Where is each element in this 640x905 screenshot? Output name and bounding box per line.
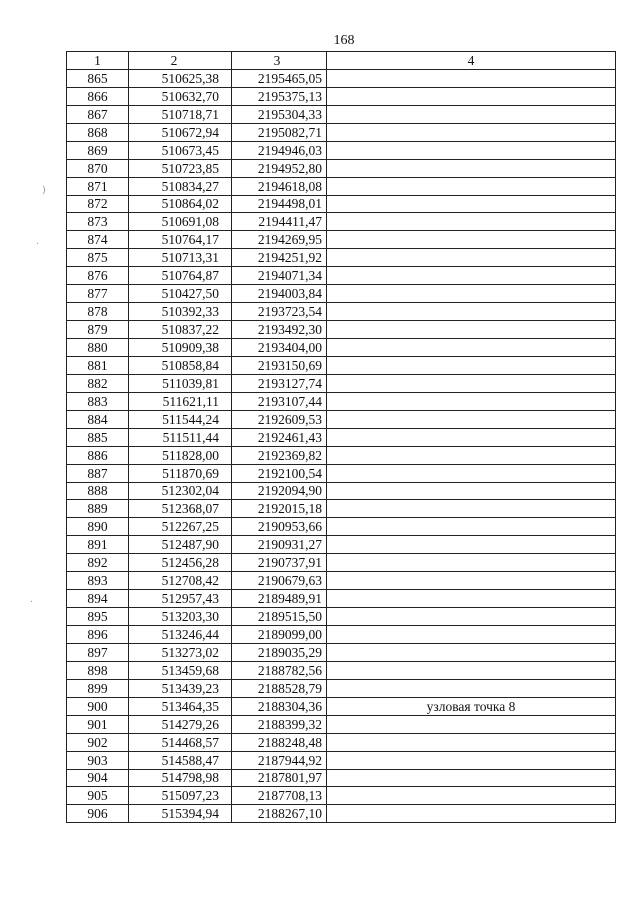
- cell-x-coordinate: 514588,47: [129, 751, 232, 769]
- table-row: [67, 769, 616, 787]
- cell-note: [327, 482, 616, 500]
- cell-note: [327, 87, 616, 105]
- cell-note: [327, 787, 616, 805]
- cell-note: [327, 410, 616, 428]
- cell-point-number: 872: [67, 195, 129, 213]
- cell-point-number: 905: [67, 787, 129, 805]
- cell-point-number: 892: [67, 554, 129, 572]
- cell-y-coordinate: 2192609,53: [232, 410, 327, 428]
- cell-point-number: 876: [67, 267, 129, 285]
- cell-point-number: 889: [67, 500, 129, 518]
- cell-point-number: 882: [67, 374, 129, 392]
- cell-note: [327, 500, 616, 518]
- cell-note: [327, 715, 616, 733]
- cell-x-coordinate: 510625,38: [129, 69, 232, 87]
- cell-x-coordinate: 513246,44: [129, 626, 232, 644]
- table-row: [67, 518, 616, 536]
- table-row: [67, 626, 616, 644]
- cell-y-coordinate: 2194269,95: [232, 231, 327, 249]
- cell-note: [327, 572, 616, 590]
- cell-note: [327, 626, 616, 644]
- cell-y-coordinate: 2193492,30: [232, 321, 327, 339]
- cell-note: [327, 751, 616, 769]
- cell-x-coordinate: 513273,02: [129, 643, 232, 661]
- cell-note: [327, 679, 616, 697]
- table-row: [67, 805, 616, 823]
- cell-note: [327, 392, 616, 410]
- cell-x-coordinate: 510723,85: [129, 159, 232, 177]
- cell-y-coordinate: 2192094,90: [232, 482, 327, 500]
- cell-note: [327, 213, 616, 231]
- cell-x-coordinate: 510718,71: [129, 105, 232, 123]
- cell-x-coordinate: 510632,70: [129, 87, 232, 105]
- cell-point-number: 867: [67, 105, 129, 123]
- cell-note: [327, 285, 616, 303]
- cell-y-coordinate: 2188267,10: [232, 805, 327, 823]
- cell-x-coordinate: 510858,84: [129, 356, 232, 374]
- column-header-1: 1: [67, 52, 129, 70]
- table-row: [67, 428, 616, 446]
- cell-note: [327, 464, 616, 482]
- cell-x-coordinate: 515394,94: [129, 805, 232, 823]
- cell-note: [327, 123, 616, 141]
- table-row: [67, 285, 616, 303]
- cell-x-coordinate: 511511,44: [129, 428, 232, 446]
- table-header: [67, 52, 616, 70]
- cell-y-coordinate: 2189515,50: [232, 608, 327, 626]
- cell-x-coordinate: 513203,30: [129, 608, 232, 626]
- cell-point-number: 874: [67, 231, 129, 249]
- cell-y-coordinate: 2189035,29: [232, 643, 327, 661]
- header-row: [67, 52, 616, 70]
- cell-note: [327, 374, 616, 392]
- cell-y-coordinate: 2194946,03: [232, 141, 327, 159]
- cell-y-coordinate: 2194618,08: [232, 177, 327, 195]
- table-row: [67, 105, 616, 123]
- cell-y-coordinate: 2188304,36: [232, 697, 327, 715]
- cell-x-coordinate: 511544,24: [129, 410, 232, 428]
- scan-speck: ·: [36, 239, 40, 250]
- cell-point-number: 896: [67, 626, 129, 644]
- cell-note: [327, 303, 616, 321]
- table-row: [67, 500, 616, 518]
- cell-point-number: 894: [67, 590, 129, 608]
- cell-y-coordinate: 2189489,91: [232, 590, 327, 608]
- table-row: [67, 267, 616, 285]
- cell-point-number: 888: [67, 482, 129, 500]
- table-row: [67, 715, 616, 733]
- cell-point-number: 891: [67, 536, 129, 554]
- cell-note: [327, 356, 616, 374]
- cell-note: [327, 608, 616, 626]
- cell-y-coordinate: 2190679,63: [232, 572, 327, 590]
- cell-note: [327, 536, 616, 554]
- cell-y-coordinate: 2193127,74: [232, 374, 327, 392]
- cell-x-coordinate: 512487,90: [129, 536, 232, 554]
- cell-y-coordinate: 2187944,92: [232, 751, 327, 769]
- table-row: [67, 643, 616, 661]
- cell-note: [327, 69, 616, 87]
- cell-point-number: 875: [67, 249, 129, 267]
- cell-y-coordinate: 2194498,01: [232, 195, 327, 213]
- cell-x-coordinate: 510673,45: [129, 141, 232, 159]
- cell-note: [327, 141, 616, 159]
- cell-point-number: 879: [67, 321, 129, 339]
- cell-note: [327, 733, 616, 751]
- table-row: [67, 554, 616, 572]
- table-row: [67, 356, 616, 374]
- cell-x-coordinate: 510834,27: [129, 177, 232, 195]
- table-row: [67, 679, 616, 697]
- cell-point-number: 885: [67, 428, 129, 446]
- cell-y-coordinate: 2194411,47: [232, 213, 327, 231]
- cell-note: [327, 267, 616, 285]
- cell-y-coordinate: 2187801,97: [232, 769, 327, 787]
- cell-note: [327, 805, 616, 823]
- table-row: [67, 572, 616, 590]
- cell-y-coordinate: 2190931,27: [232, 536, 327, 554]
- table-row: [67, 177, 616, 195]
- cell-note: [327, 339, 616, 357]
- cell-x-coordinate: 512456,28: [129, 554, 232, 572]
- cell-x-coordinate: 510691,08: [129, 213, 232, 231]
- cell-y-coordinate: 2193107,44: [232, 392, 327, 410]
- table-row: [67, 339, 616, 357]
- cell-point-number: 878: [67, 303, 129, 321]
- table-row: [67, 446, 616, 464]
- table-body: [67, 69, 616, 822]
- cell-x-coordinate: 515097,23: [129, 787, 232, 805]
- cell-y-coordinate: 2190737,91: [232, 554, 327, 572]
- cell-x-coordinate: 510392,33: [129, 303, 232, 321]
- cell-x-coordinate: 510764,17: [129, 231, 232, 249]
- page-number: 168: [333, 33, 355, 48]
- table-row: [67, 249, 616, 267]
- table-row: [67, 590, 616, 608]
- cell-point-number: 884: [67, 410, 129, 428]
- cell-point-number: 903: [67, 751, 129, 769]
- table-row: [67, 87, 616, 105]
- cell-x-coordinate: 512302,04: [129, 482, 232, 500]
- cell-y-coordinate: 2188399,32: [232, 715, 327, 733]
- cell-note: [327, 661, 616, 679]
- cell-x-coordinate: 512957,43: [129, 590, 232, 608]
- cell-point-number: 871: [67, 177, 129, 195]
- cell-x-coordinate: 512708,42: [129, 572, 232, 590]
- table-row: [67, 482, 616, 500]
- cell-x-coordinate: 511870,69: [129, 464, 232, 482]
- cell-point-number: 887: [67, 464, 129, 482]
- cell-y-coordinate: 2194251,92: [232, 249, 327, 267]
- table-row: [67, 751, 616, 769]
- cell-note: [327, 428, 616, 446]
- cell-x-coordinate: 512267,25: [129, 518, 232, 536]
- cell-x-coordinate: 511828,00: [129, 446, 232, 464]
- coordinates-table: [66, 51, 616, 823]
- cell-point-number: 886: [67, 446, 129, 464]
- table-row: [67, 159, 616, 177]
- cell-x-coordinate: 510837,22: [129, 321, 232, 339]
- cell-y-coordinate: 2195375,13: [232, 87, 327, 105]
- cell-y-coordinate: 2188782,56: [232, 661, 327, 679]
- cell-point-number: 897: [67, 643, 129, 661]
- cell-y-coordinate: 2188528,79: [232, 679, 327, 697]
- cell-x-coordinate: 514468,57: [129, 733, 232, 751]
- table-row: [67, 69, 616, 87]
- cell-x-coordinate: 513459,68: [129, 661, 232, 679]
- table-row: [67, 195, 616, 213]
- cell-x-coordinate: 510713,31: [129, 249, 232, 267]
- cell-y-coordinate: 2192369,82: [232, 446, 327, 464]
- cell-point-number: 900: [67, 697, 129, 715]
- table-row: [67, 123, 616, 141]
- cell-y-coordinate: 2190953,66: [232, 518, 327, 536]
- cell-x-coordinate: 514798,98: [129, 769, 232, 787]
- cell-note: [327, 249, 616, 267]
- scan-speck: ): [42, 185, 46, 196]
- cell-x-coordinate: 514279,26: [129, 715, 232, 733]
- table-row: [67, 464, 616, 482]
- cell-y-coordinate: 2192461,43: [232, 428, 327, 446]
- table-row: [67, 392, 616, 410]
- cell-point-number: 866: [67, 87, 129, 105]
- cell-y-coordinate: 2194952,80: [232, 159, 327, 177]
- cell-point-number: 883: [67, 392, 129, 410]
- column-header-2: 2: [129, 52, 232, 70]
- cell-point-number: 901: [67, 715, 129, 733]
- cell-point-number: 868: [67, 123, 129, 141]
- cell-point-number: 902: [67, 733, 129, 751]
- cell-point-number: 870: [67, 159, 129, 177]
- table-row: [67, 697, 616, 715]
- cell-note: [327, 105, 616, 123]
- cell-point-number: 895: [67, 608, 129, 626]
- cell-y-coordinate: 2195082,71: [232, 123, 327, 141]
- cell-point-number: 906: [67, 805, 129, 823]
- table-row: [67, 787, 616, 805]
- cell-y-coordinate: 2192100,54: [232, 464, 327, 482]
- cell-note: [327, 643, 616, 661]
- cell-x-coordinate: 510672,94: [129, 123, 232, 141]
- cell-y-coordinate: 2194003,84: [232, 285, 327, 303]
- cell-note: [327, 769, 616, 787]
- cell-y-coordinate: 2188248,48: [232, 733, 327, 751]
- cell-point-number: 873: [67, 213, 129, 231]
- cell-y-coordinate: 2187708,13: [232, 787, 327, 805]
- cell-x-coordinate: 510764,87: [129, 267, 232, 285]
- table-row: [67, 536, 616, 554]
- cell-note: [327, 554, 616, 572]
- cell-note: [327, 321, 616, 339]
- cell-point-number: 898: [67, 661, 129, 679]
- cell-y-coordinate: 2193404,00: [232, 339, 327, 357]
- cell-x-coordinate: 513439,23: [129, 679, 232, 697]
- cell-y-coordinate: 2195304,33: [232, 105, 327, 123]
- cell-point-number: 877: [67, 285, 129, 303]
- cell-point-number: 890: [67, 518, 129, 536]
- cell-x-coordinate: 511039,81: [129, 374, 232, 392]
- table-row: [67, 303, 616, 321]
- table-row: [67, 410, 616, 428]
- table-row: [67, 661, 616, 679]
- cell-note: [327, 446, 616, 464]
- cell-x-coordinate: 512368,07: [129, 500, 232, 518]
- table-row: [67, 733, 616, 751]
- table-row: [67, 608, 616, 626]
- cell-point-number: 880: [67, 339, 129, 357]
- cell-point-number: 893: [67, 572, 129, 590]
- cell-point-number: 904: [67, 769, 129, 787]
- column-header-3: 3: [232, 52, 327, 70]
- table-row: [67, 321, 616, 339]
- cell-note: узловая точка 8: [327, 697, 616, 715]
- cell-x-coordinate: 510909,38: [129, 339, 232, 357]
- cell-x-coordinate: 513464,35: [129, 697, 232, 715]
- cell-note: [327, 177, 616, 195]
- table-row: [67, 213, 616, 231]
- cell-note: [327, 590, 616, 608]
- scan-speck: ·: [30, 597, 34, 608]
- cell-point-number: 865: [67, 69, 129, 87]
- cell-x-coordinate: 510864,02: [129, 195, 232, 213]
- column-header-4: 4: [327, 52, 616, 70]
- cell-y-coordinate: 2192015,18: [232, 500, 327, 518]
- cell-note: [327, 231, 616, 249]
- cell-point-number: 881: [67, 356, 129, 374]
- cell-y-coordinate: 2193723,54: [232, 303, 327, 321]
- table-row: [67, 231, 616, 249]
- cell-x-coordinate: 511621,11: [129, 392, 232, 410]
- cell-y-coordinate: 2189099,00: [232, 626, 327, 644]
- cell-note: [327, 159, 616, 177]
- cell-y-coordinate: 2193150,69: [232, 356, 327, 374]
- cell-note: [327, 518, 616, 536]
- cell-x-coordinate: 510427,50: [129, 285, 232, 303]
- cell-y-coordinate: 2195465,05: [232, 69, 327, 87]
- cell-note: [327, 195, 616, 213]
- table-row: [67, 141, 616, 159]
- cell-point-number: 869: [67, 141, 129, 159]
- cell-y-coordinate: 2194071,34: [232, 267, 327, 285]
- cell-point-number: 899: [67, 679, 129, 697]
- table-row: [67, 374, 616, 392]
